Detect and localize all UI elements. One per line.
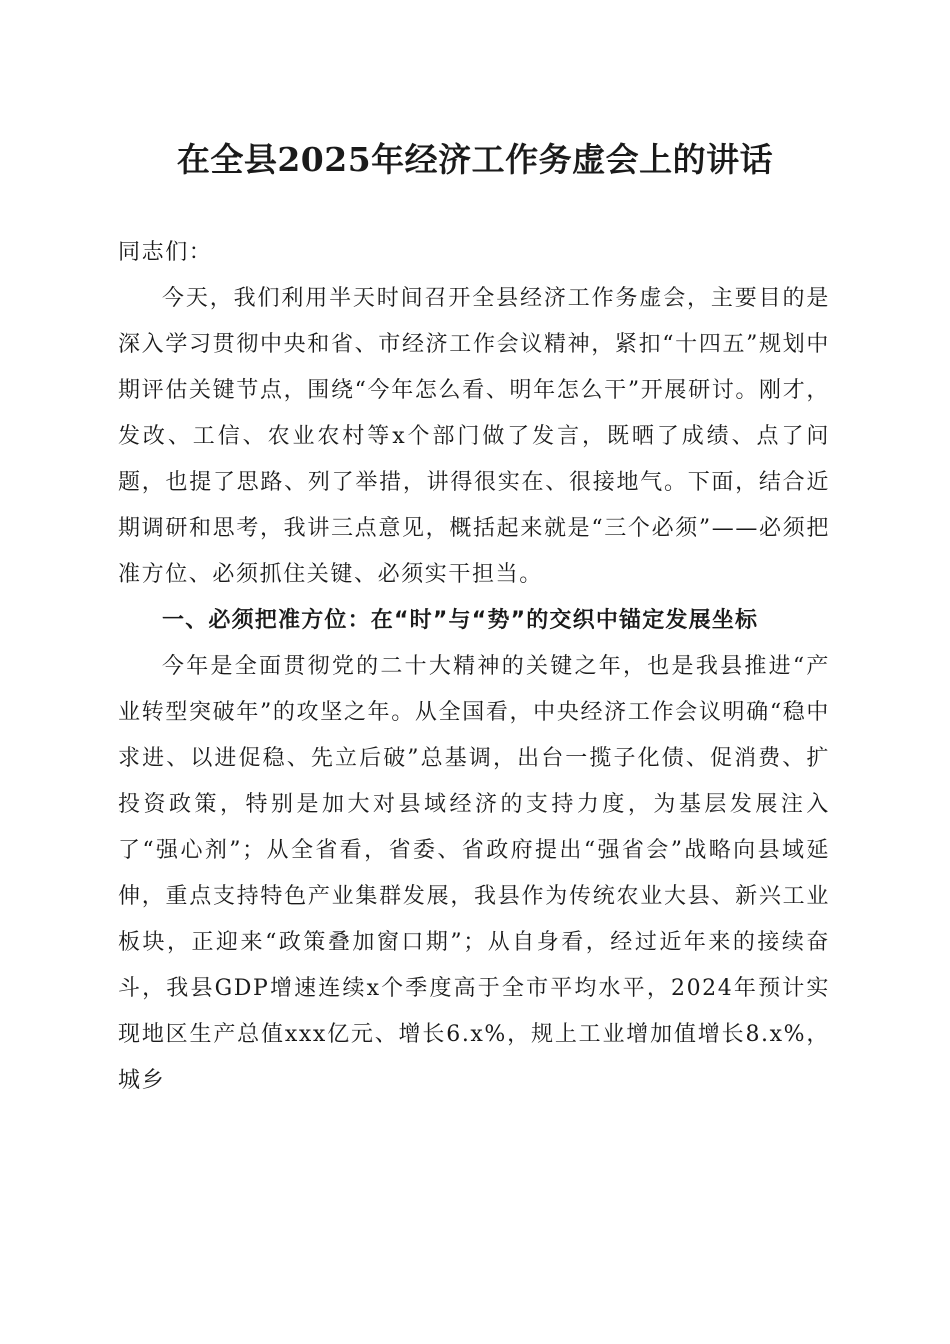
intro-paragraph: 今天，我们利用半天时间召开全县经济工作务虚会，主要目的是深入学习贯彻中央和省、市经济工作会议精神，紧扣“十四五”规划中期评估关键节点，围绕“今年怎么看、明年怎么干”开展研讨。刚才，发改、工信、农业农村等x个部门做了发言，既晒了成绩、点了问题，也提了思路、列了举措，讲得很实在、很接地气。下面，结合近期调研和思考，我讲三点意见，概括起来就是“三个必须”——必须把准方位、必须抓住关键、必须实干担当。 <box>118 286 830 587</box>
section-heading: 一、必须把准方位：在“时”与“势”的交织中锚定发展坐标 <box>162 608 759 633</box>
section-paragraph: 今年是全面贯彻党的二十大精神的关键之年，也是我县推进“产业转型突破年”的攻坚之年。从全国看，中央经济工作会议明确“稳中求进、以进促稳、先立后破”总基调，出台一揽子化债、促消费、扩投资政策，特别是加大对县域经济的支持力度，为基层发展注入了“强心剂”；从全省看，省委、省政府提出“强省会”战略向县域延伸，重点支持特色产业集群发展，我县作为传统农业大县、新兴工业板块，正迎来“政策叠加窗口期”；从自身看，经过近年来的接续奋斗，我县GDP增速连续x个季度高于全市平均水平，2024年预计实现地区生产总值xxx亿元、增长6.x%，规上工业增加值增长8.x%，城乡 <box>118 654 830 1093</box>
document-body <box>118 230 830 1104</box>
document-title: 在全县2025年经济工作务虚会上的讲话 <box>176 140 774 179</box>
salutation: 同志们： <box>118 240 213 265</box>
